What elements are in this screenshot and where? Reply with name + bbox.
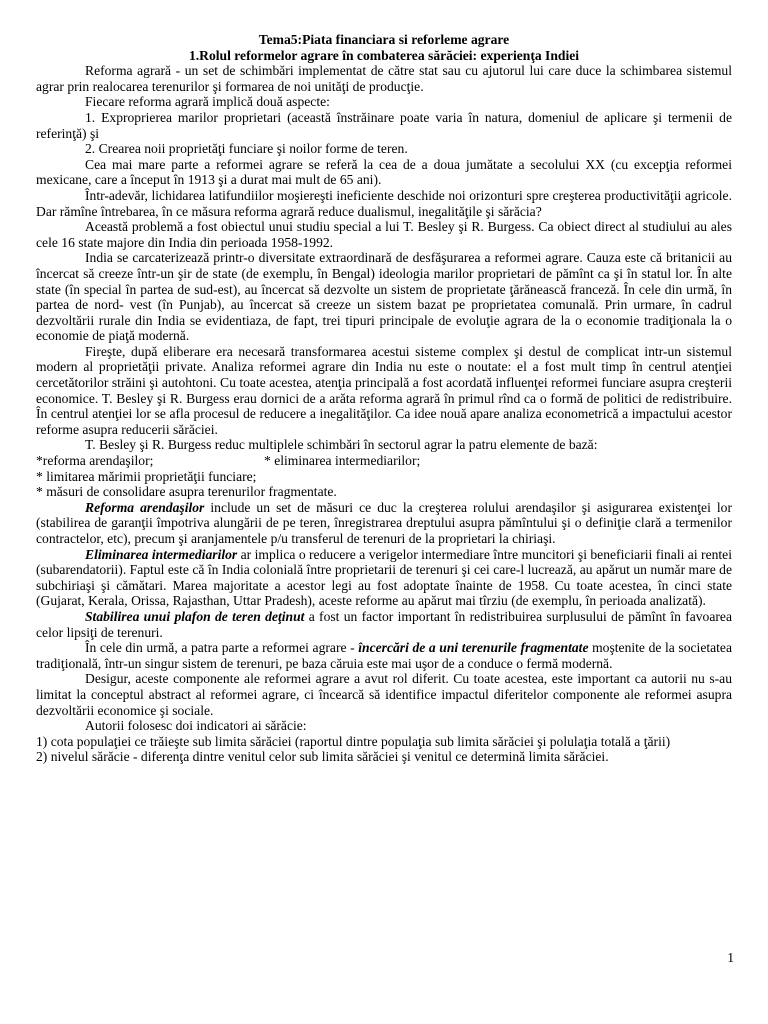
- emphasis-term: Eliminarea intermediarilor: [85, 546, 238, 562]
- paragraph-text: include un set de măsuri ce duc la creşterea rolului arendaşilor şi asigurarea existenţei lor (stabilirea de garanţii împotriva alungării de pe teren, înregistrarea dreptului asupra pămîntului şi o definiţie clară a termenilor contractelor, etc), precum şi aranjamentele p/u transferul de terenuri de la proprietari la chiriaşi.: [36, 499, 732, 546]
- list-row: [36, 453, 732, 469]
- paragraph-text: ar implica o reducere a verigelor intermediare între muncitori şi beneficiarii finali ai rentei (subarendatorii). Faptul este că în India colonială între proprietarii de terenuri şi cei care-l lucrează, au apărut un număr mare de subchiriaşi şi cămătari. Marea majoritate a acestor legi au fost adoptate înainte de 1958. Cu toate acestea, în cinci state (Gujarat, Kerala, Orissa, Rajasthan, Uttar Pradesh), aceste reforme au apărut mai tîrziu (de exemplu, în perioada analizată).: [36, 546, 732, 609]
- paragraph: Desigur, aceste componente ale reformei agrare a avut rol diferit. Cu toate acestea, este important ca autorii nu s-au limitat la conceptul abstract al reformei agrare, ci încearcă să identifice impactul diferitelor componente ale reformei asupra dezvoltării economice şi sociale.: [36, 671, 732, 718]
- list-item: * eliminarea intermediarilor;: [264, 453, 421, 469]
- paragraph: Fireşte, după eliberare era necesară transformarea acestui sisteme complex şi destul de complicat intr-un sistemul modern al proprietăţii private. Analiza reformei agrare din India nu este o noutate: el a fost mult timp în centrul atenţiei cercetătorilor străini şi autohtoni. Cu toate acestea, atenţia principală a fost acordată influenţei reformei funciare asupra creşterii economice. T. Besley şi R. Burgess erau dornici de a arăta reforma agrară în primul rînd ca o formă de politici de redistribuire. În centrul atenţiei lor se afla procesul de reducere a inegalităţilor. Ca idee nouă apare analiza econometrică a impactului acestor reforme asupra reducerii sărăciei.: [36, 343, 732, 437]
- list-item: *reforma arendaşilor;: [36, 453, 154, 469]
- paragraph: Reforma agrară - un set de schimbări implementat de către stat sau cu ajutorul lui care duce la schimbarea sistemul agrar prin realocarea terenurilor şi formarea de noi unităţi de producţie.: [36, 63, 732, 94]
- section-title: 1.Rolul reformelor agrare în combaterea sărăciei: experienţa Indiei: [188, 47, 580, 63]
- paragraph: 2) nivelul sărăcie - diferenţa dintre venitul celor sub limita sărăciei şi venitul ce determină limita sărăciei.: [36, 749, 609, 765]
- paragraph: Fiecare reforma agrară implică două aspecte:: [85, 94, 330, 110]
- paragraph: India se carcaterizează printr-o diversitate extraordinară de desfăşurarea a reformei agrare. Cauza este că britanicii au încercat să creeze într-un şir de state (de exemplu, în Bengal) ideologia marilor proprietari de pămînt ca şi în statul lor. În alte state (în special în partea de sud-est), au încercat să dezvolte un sistem de proprietate ţărănească franceză. În cele din urmă, în partea de nord- vest (în Punjab), au încercat să creeze un sistem bazat pe proprietatea comunală. Prin urmare, în cadrul dezvoltării rurale din India se evidentiaza, de fapt, trei tipuri principale de evoluţie agrara de la o economie tradiţionala la o economie de piaţă modernă.: [36, 250, 732, 344]
- paragraph: 2. Crearea noii proprietăţi funciare şi noilor forme de teren.: [85, 141, 408, 157]
- list-item: * limitarea mărimii proprietăţii funciare;: [36, 468, 257, 484]
- paragraph: T. Besley şi R. Burgess reduc multiplele schimbări în sectorul agrar la patru elemente de bază:: [85, 437, 598, 453]
- paragraph: [36, 547, 732, 609]
- document-body: [36, 32, 732, 765]
- paragraph: Această problemă a fost obiectul unui studiu special a lui T. Besley şi R. Burgess. Ca obiect direct al studiului au ales cele 16 state majore din India din perioada 1958-1992.: [36, 219, 732, 250]
- paragraph: 1) cota populaţiei ce trăieşte sub limita sărăciei (raportul dintre populaţia sub limita sărăciei şi polulaţia totală a ţării): [36, 733, 671, 749]
- paragraph: [36, 609, 732, 640]
- emphasis-term: Stabilirea unui plafon de teren deţinut: [85, 608, 305, 624]
- paragraph: Cea mai mare parte a reformei agrare se referă la cea de a doua jumătate a secolului XX (cu excepţia reformei mexicane, care a început în 1913 şi a durat mai mult de 65 ani).: [36, 156, 732, 188]
- page-number: 1: [727, 950, 734, 965]
- emphasis-term: încercări de a uni terenurile fragmentate: [358, 640, 589, 656]
- list-item: * măsuri de consolidare asupra terenurilor fragmentate.: [36, 484, 337, 500]
- paragraph: 1. Exproprierea marilor proprietari (această înstrăinare poate varia în natura, domeniul de aplicare şi termenii de referinţă) şi: [36, 109, 732, 141]
- paragraph-text: În cele din urmă, a patra parte a reformei agrare -: [85, 640, 359, 656]
- emphasis-term: Reforma arendaşilor: [85, 499, 205, 515]
- paragraph: Într-adevăr, lichidarea latifundiilor moşiereşti ineficiente deschide noi orizonturi spre creşterea productivităţii agricole. Dar rămîne întrebarea, în ce măsura reforma agrară reduce dualismul, inegalităţile şi sărăcia?: [36, 187, 732, 219]
- paragraph: [36, 640, 732, 671]
- paragraph: Autorii folosesc doi indicatori ai sărăcie:: [85, 718, 307, 734]
- paragraph-text: a fost un factor important în redistribuirea surplusului de pămînt în favoarea celor lipsiţi de terenuri.: [36, 608, 732, 640]
- paragraph-text: moştenite de la societatea tradiţională, într-un singur sistem de terenuri, pe baza căruia este mai uşor de a conduce o fermă modernă.: [36, 640, 733, 671]
- document-title: Tema5:Piata financiara si reforleme agrare: [258, 32, 510, 47]
- paragraph: [36, 500, 732, 547]
